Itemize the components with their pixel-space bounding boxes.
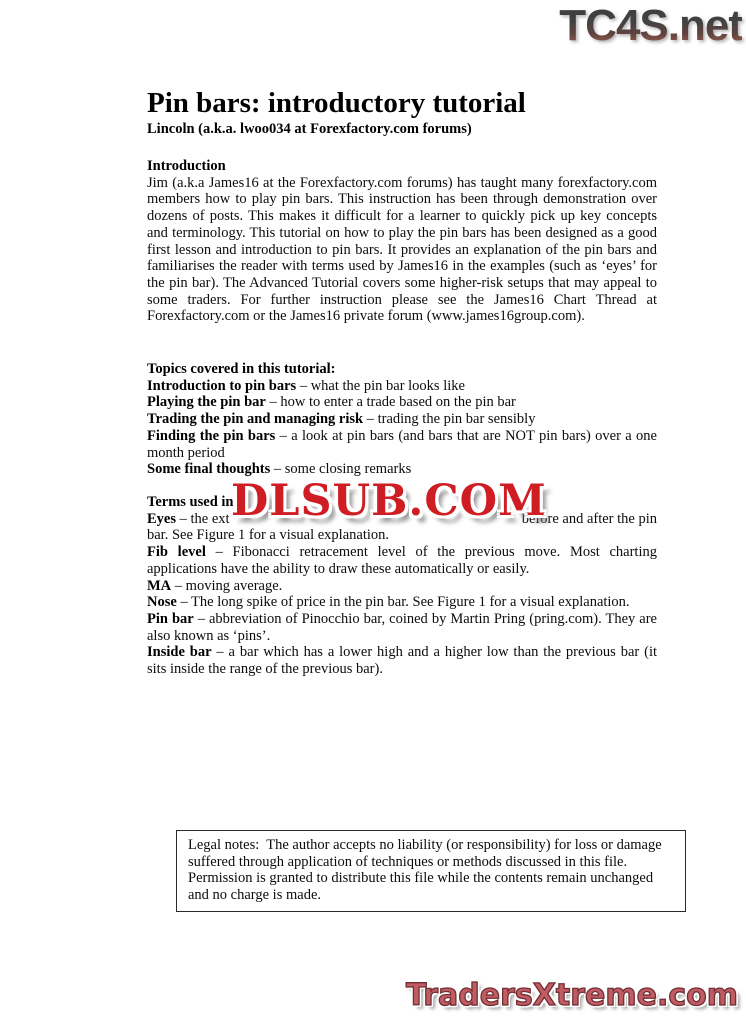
topic-item: Trading the pin and managing risk – trading the pin bar sensibly — [147, 411, 536, 428]
author-line: Lincoln (a.k.a. lwoo034 at Forexfactory.com forums) — [147, 121, 472, 137]
terms-heading-fragment: Terms used in — [147, 494, 234, 510]
dlsub-watermark: DLSUB.COM — [231, 476, 547, 526]
topics-section — [147, 361, 657, 478]
introduction-section — [147, 158, 657, 325]
introduction-paragraph: Jim (a.k.a James16 at the Forexfactory.com forums) has taught many forexfactory.com members how to play pin bars. This instruction has been through demonstration over dozens of posts. This makes it difficult for a learner to quickly pick up key concepts and terminology. This tutorial on how to play the pin bars has been designed as a good first lesson and introduction to pin bars. It provides an explanation of the pin bars and familiarises the reader with terms used by James16 in the examples (such as ‘eyes’ for the pin bar). The Advanced Tutorial covers some higher-risk setups that may appeal to some traders. For further instruction please see the James16 Chart Thread at Forexfactory.com or the James16 private forum (www.james16group.com). — [147, 174, 657, 325]
page-title: Pin bars: introductory tutorial — [147, 87, 526, 119]
term-item-eyes-continuation: bar. See Figure 1 for a visual explanation. — [147, 527, 390, 544]
topic-item: Some final thoughts – some closing remarks — [147, 461, 412, 478]
term-item: Pin bar – abbreviation of Pinocchio bar, coined by Martin Pring (pring.com). They are also known as ‘pins’. — [147, 610, 657, 644]
topics-heading: Topics covered in this tutorial: — [147, 361, 336, 377]
topic-item: Finding the pin bars – a look at pin bars (and bars that are NOT pin bars) over a one month period — [147, 427, 657, 461]
tradersxtreme-logo: TradersXtreme.com — [406, 978, 738, 1013]
term-item-eyes: Eyes – the ext before and after the pin — [147, 510, 657, 527]
topic-item: Introduction to pin bars – what the pin bar looks like — [147, 377, 465, 394]
term-item: MA – moving average. — [147, 577, 283, 594]
legal-notes-text: Legal notes: The author accepts no liability (or responsibility) for loss or damage suffered through application of techniques or methods discussed in this file. Permission is granted to distribute this file while the contents remain unchanged and no charge is made. — [188, 837, 666, 904]
topic-item: Playing the pin bar – how to enter a trade based on the pin bar — [147, 394, 516, 411]
legal-notes-box — [176, 830, 686, 912]
tc4s-logo: TC4S.net — [559, 1, 742, 50]
term-item: Nose – The long spike of price in the pin bar. See Figure 1 for a visual explanation. — [147, 594, 630, 611]
introduction-heading: Introduction — [147, 158, 226, 174]
term-item: Fib level – Fibonacci retracement level of the previous move. Most charting applications have the ability to draw these automatically or easily. — [147, 544, 657, 577]
term-item: Inside bar – a bar which has a lower high and a higher low than the previous bar (it sits inside the range of the previous bar). — [147, 644, 658, 678]
